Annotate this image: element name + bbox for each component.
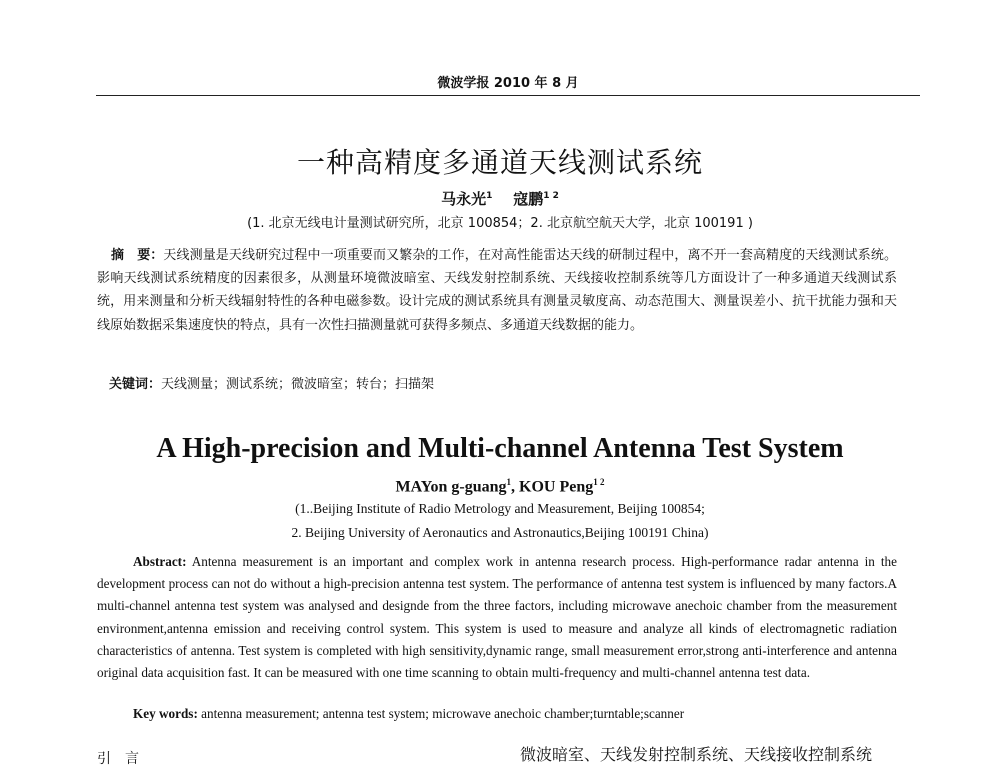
author-2-affiliation-mark: 1 2 (543, 191, 559, 201)
english-keywords-text: antenna measurement; antenna test system; microwave anechoic chamber;turntable;scanner (201, 706, 685, 721)
chinese-keywords (109, 373, 899, 392)
author-2: 寇鹏 (513, 190, 544, 208)
english-abstract-text: Antenna measurement is an important and complex work in antenna research process. High-performance radar antenna in the development process can not do without a high-precision antenna test system. The performance of antenna test system is influenced by many factors.A multi-channel antenna test system was analysed and designde from the three factors, including microwave anechoic chamber from the measurement environment,antenna emission and receiving control system. This system is used to measure and analyze all kinds of electromagnetic radiation characteristics of antenna. Test system is completed with high sensitivity,dynamic range, small measurement error,strong anti-interference and antenna original data acquisition fast. It can be measured with one time scanning to obtain multi-frequency and multi-channel antenna test data. (97, 554, 897, 681)
english-keywords (133, 706, 913, 722)
chinese-abstract (97, 244, 897, 337)
english-abstract (97, 551, 897, 684)
english-author-1-affiliation-mark: 1 (506, 477, 512, 487)
english-authors (0, 477, 1000, 496)
chinese-abstract-text: 天线测量是天线研究过程中一项重要而又繁杂的工作，在对高性能雷达天线的研制过程中，离不开一套高精度的天线测试系统。影响天线测试系统精度的因素很多，从测量环境微波暗室、天线发射控制系统、天线接收控制系统等几方面设计了一种多通道天线测试系统，用来测量和分析天线辐射特性的各种电磁参数。设计完成的测试系统具有测量灵敏度高、动态范围大、测量误差小、抗干扰能力强和天线原始数据采集速度快的特点，具有一次性扫描测量就可获得多频点、多通道天线数据的能力。 (97, 248, 897, 333)
english-author-2: KOU Peng (519, 478, 594, 496)
chinese-keywords-text: 天线测量；测试系统；微波暗室；转台；扫描架 (161, 377, 435, 392)
english-affiliation-line-2: 2. Beijing University of Aeronautics and Astronautics,Beijing 100191 China) (291, 525, 709, 540)
chinese-abstract-label: 摘 要： (111, 248, 164, 263)
chinese-authors (0, 188, 1000, 209)
author-1-affiliation-mark: 1 (486, 191, 493, 201)
header-rule (96, 95, 920, 96)
body-text-fragment: 微波暗室、天线发射控制系统、天线接收控制系统 (520, 745, 873, 764)
chinese-title: 一种高精度多通道天线测试系统 (296, 146, 703, 179)
english-affiliation-line-1: (1..Beijing Institute of Radio Metrology and Measurement, Beijing 100854; (295, 501, 705, 516)
english-author-1: MAYon g-guang (395, 478, 507, 496)
english-author-2-affiliation-mark: 1 2 (593, 477, 605, 487)
english-author-separator: , (511, 478, 520, 496)
chinese-affiliation: (1. 北京无线电计量测试研究所，北京 100854；2. 北京航空航天大学，北京 100191 ) (247, 216, 753, 231)
section-heading-fragment: 引 言 (97, 751, 139, 767)
english-keywords-label: Key words: (133, 706, 198, 721)
english-abstract-label: Abstract: (133, 554, 187, 569)
author-1: 马永光 (441, 190, 487, 208)
chinese-keywords-label: 关键词： (109, 377, 162, 392)
journal-header: 微波学报 2010 年 8 月 (437, 76, 579, 91)
english-title: A High-precision and Multi-channel Antenna Test System (156, 433, 844, 464)
